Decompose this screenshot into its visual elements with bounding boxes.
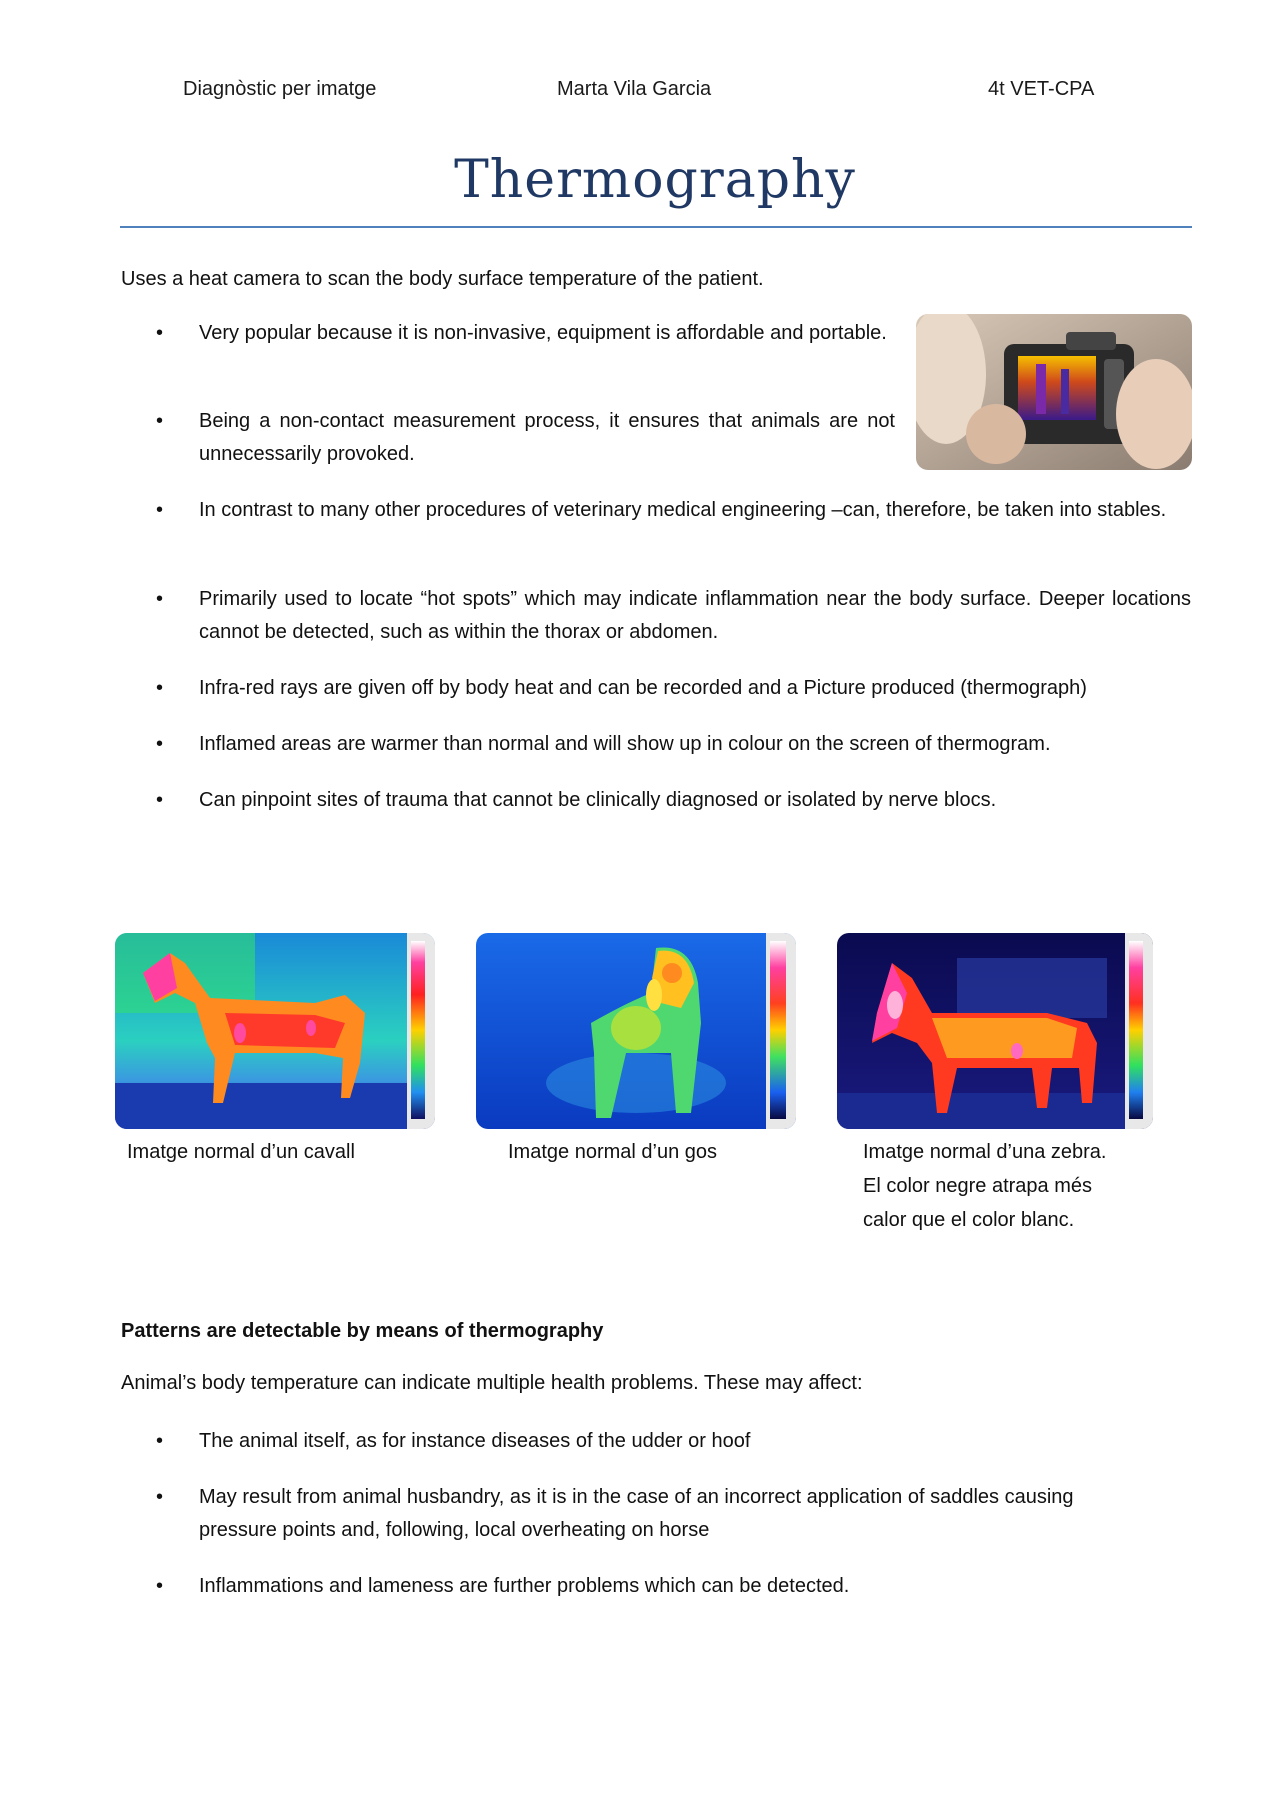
section-bullet-2: May result from animal husbandry, as it is in the case of an incorrect application of saddles causing pressure points and, following, local overheating on horse	[199, 1486, 1074, 1541]
bullet-5: Infra-red rays are given off by body heat and can be recorded and a Picture produced (thermograph)	[199, 677, 1087, 699]
bullet-7: Can pinpoint sites of trauma that cannot be clinically diagnosed or isolated by nerve blocs.	[199, 789, 997, 811]
thermal-camera-photo	[916, 314, 1192, 470]
header-left: Diagnòstic per imatge	[183, 78, 377, 100]
bullet-glyph: •	[156, 588, 164, 610]
bullet-3: In contrast to many other procedures of veterinary medical engineering –can, therefore, be taken into stables.	[199, 499, 1167, 521]
header-right: 4t VET-CPA	[988, 78, 1095, 100]
horse-caption: Imatge normal d’un cavall	[127, 1141, 355, 1163]
bullet-glyph: •	[156, 499, 164, 521]
bullet-2: Being a non-contact measurement process, it ensures that animals are not unnecessarily provoked.	[199, 410, 895, 465]
header-center: Marta Vila Garcia	[557, 78, 712, 100]
bullet-6: Inflamed areas are warmer than normal and will show up in colour on the screen of thermogram.	[199, 733, 1051, 755]
bullet-glyph: •	[156, 1575, 164, 1597]
intro-paragraph: Uses a heat camera to scan the body surface temperature of the patient.	[121, 268, 764, 290]
bullet-glyph: •	[156, 789, 164, 811]
bullet-glyph: •	[156, 322, 164, 344]
zebra-caption-line-3: calor que el color blanc.	[863, 1209, 1075, 1231]
horse-thermogram	[115, 933, 435, 1129]
dog-thermogram	[476, 933, 796, 1129]
section-heading: Patterns are detectable by means of thermography	[121, 1320, 604, 1342]
bullet-glyph: •	[156, 410, 164, 432]
title-rule	[120, 226, 1192, 228]
zebra-caption-line-2: El color negre atrapa més	[863, 1175, 1093, 1197]
section-bullet-1: The animal itself, as for instance diseases of the udder or hoof	[199, 1430, 751, 1452]
page-title: Thermography	[454, 150, 856, 210]
bullet-1: Very popular because it is non-invasive, equipment is affordable and portable.	[199, 322, 887, 344]
zebra-thermogram	[837, 933, 1153, 1129]
dog-caption: Imatge normal d’un gos	[508, 1141, 718, 1163]
bullet-glyph: •	[156, 1486, 164, 1508]
bullet-glyph: •	[156, 733, 164, 755]
bullet-4: Primarily used to locate “hot spots” which may indicate inflammation near the body surface. Deeper locations cannot be detected, such as within the thorax or abdomen.	[199, 588, 1191, 643]
section-intro: Animal’s body temperature can indicate multiple health problems. These may affect:	[121, 1372, 863, 1394]
zebra-caption-line-1: Imatge normal d’una zebra.	[863, 1141, 1107, 1163]
bullet-glyph: •	[156, 677, 164, 699]
bullet-glyph: •	[156, 1430, 164, 1452]
section-bullet-3: Inflammations and lameness are further problems which can be detected.	[199, 1575, 850, 1597]
